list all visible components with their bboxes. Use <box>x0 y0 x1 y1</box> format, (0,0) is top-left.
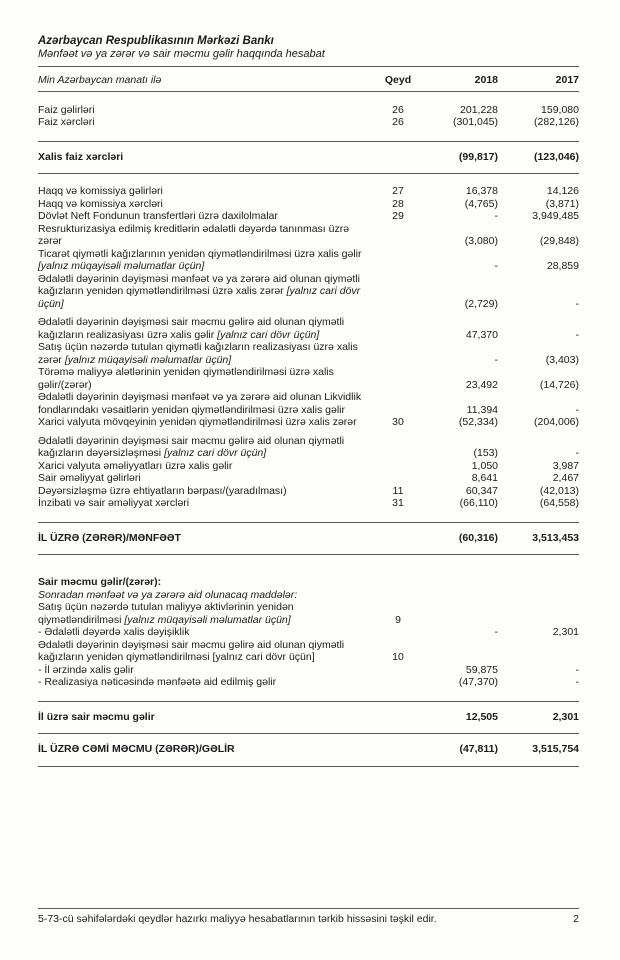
row-label: Satış üçün nəzərdə tutulan qiymətli kağızların realizasiyası üzrə xalis zərər [yalnız müqayisəli məlumatlar üçün] <box>38 341 358 366</box>
row-value-2018: (99,817) <box>458 150 498 163</box>
table-row <box>38 435 579 460</box>
row-value-2017: 2,301 <box>552 626 579 638</box>
table-row <box>38 391 579 416</box>
row-value-2017: (3,871) <box>545 197 579 210</box>
total-comprehensive-income-row <box>38 734 579 766</box>
table-row <box>38 104 579 117</box>
row-value-2017: 14,126 <box>546 185 579 197</box>
row-note: 28 <box>392 197 404 210</box>
table-header-row <box>38 67 579 91</box>
row-value-2018: (153) <box>473 447 498 459</box>
row-label: Haqq və komissiya xərcləri <box>38 197 163 210</box>
page-footer <box>38 908 579 926</box>
other-comprehensive-income-total-row <box>38 702 579 734</box>
row-value-2017: - <box>575 297 579 310</box>
row-label: Resrukturizasiya edilmiş kreditlərin ədalətli dəyərdə tanınması üzrə zərər <box>38 222 350 247</box>
table-row <box>38 223 579 248</box>
table-row <box>38 316 579 341</box>
row-value-2018: (301,045) <box>453 116 498 128</box>
row-label: İnzibati və sair əməliyyat xərcləri <box>38 497 190 509</box>
row-value-2018: (60,316) <box>458 531 498 544</box>
profit-for-year-row <box>38 523 579 555</box>
net-interest-total-row <box>38 142 579 174</box>
table-row <box>38 366 579 391</box>
row-label: Xalis faiz xərcləri <box>38 150 124 163</box>
row-value-2017: (282,126) <box>534 116 579 128</box>
row-label: - Ədalətli dəyərdə xalis dəyişiklik <box>38 626 190 638</box>
row-value-2018: - <box>494 260 498 272</box>
row-value-2017: 3,987 <box>552 459 579 472</box>
table-row <box>38 626 579 639</box>
row-value-2017: - <box>575 663 579 676</box>
row-value-2017: (14,726) <box>539 378 579 391</box>
row-label: Faiz xərcləri <box>38 116 95 128</box>
row-label: Ədalətli dəyərinin dəyişməsi sair məcmu gəlirə aid olunan qiymətli kağızların realizasiyası üzrə xalis gəlir [yalnız cari dövr üçün] <box>38 316 345 341</box>
column-header-2018: 2018 <box>474 74 498 86</box>
row-value-2017: (123,046) <box>534 150 579 163</box>
row-value-2017: (29,848) <box>539 235 579 247</box>
row-value-2018: (47,811) <box>459 743 498 755</box>
row-value-2018: (4,765) <box>464 197 498 210</box>
footer-note: 5-73-cü səhifələrdəki qeydlər hazırkı maliyyə hesabatlarının tərkib hissəsini təşkil edir. <box>38 913 437 925</box>
section-heading: Sair məcmu gəlir/(zərər): <box>38 576 162 588</box>
row-value-2017: (3,403) <box>545 353 579 366</box>
row-value-2017: 28,859 <box>546 260 579 272</box>
row-value-2018: 16,378 <box>465 185 498 197</box>
row-value-2018: - <box>494 353 498 366</box>
row-value-2017: 2,467 <box>552 472 579 484</box>
row-value-2018: 12,505 <box>465 710 498 723</box>
row-value-2017: - <box>575 403 579 416</box>
table-row <box>38 601 579 626</box>
row-value-2018: 59,875 <box>465 663 498 676</box>
operating-items-group-1 <box>38 185 579 310</box>
row-label: - Realizasiya nəticəsində mənfəətə aid edilmiş gəlir <box>38 676 277 688</box>
row-note: 29 <box>392 210 404 222</box>
divider <box>38 91 579 92</box>
row-value-2018: 11,394 <box>466 403 498 416</box>
operating-items-group-3 <box>38 435 579 510</box>
row-value-2018: (2,729) <box>464 297 498 310</box>
row-value-2018: (66,110) <box>459 497 498 509</box>
divider <box>38 554 579 555</box>
operating-items-group-2 <box>38 316 579 429</box>
row-value-2018: 8,641 <box>471 472 498 484</box>
column-header-note: Qeyd <box>384 74 412 86</box>
other-comprehensive-income-section <box>38 576 579 689</box>
row-note: 30 <box>392 416 404 428</box>
table-row <box>38 676 579 689</box>
row-note: 26 <box>392 103 404 116</box>
row-value-2017: 3,515,754 <box>532 743 579 755</box>
row-value-2017: (64,558) <box>539 497 579 509</box>
column-header-units: Min Azərbaycan manatı ilə <box>38 74 162 86</box>
interest-group <box>38 104 579 129</box>
row-label: Ədalətli dəyərinin dəyişməsi mənfəət və ya zərərə aid olunan qiymətli kağızların yenidən qiymətləndirilməsi üzrə xalis zərər [yalnız cari dövr üçün] <box>38 272 361 310</box>
row-label: Törəmə maliyyə alətlərinin yenidən qiymətləndirilməsi üzrə xalis gəlir/(zərər) <box>38 366 334 391</box>
row-label: İl üzrə sair məcmu gəlir <box>38 710 155 723</box>
row-note: 11 <box>392 484 404 497</box>
row-value-2018: 201,228 <box>460 103 498 116</box>
row-label: Ədalətli dəyərinin dəyişməsi mənfəət və ya zərərə aid olunan Likvidlik fondlarındakı vəsaitlərin yenidən qiymətləndirilməsi üzrə xalis gəlir <box>38 391 362 416</box>
row-value-2018: (52,334) <box>458 416 498 428</box>
row-label: Faiz gəlirləri <box>38 103 95 116</box>
row-label: Sair əməliyyat gəlirləri <box>38 472 141 484</box>
row-note: 10 <box>392 651 404 663</box>
row-label: Ticarət qiymətli kağızlarının yenidən qiymətləndirilməsi üzrə xalis gəlir [yalnız müqayisəli məlumatlar üçün] <box>38 247 362 272</box>
row-value-2017: 3,513,453 <box>532 531 579 544</box>
row-value-2017: - <box>575 447 579 459</box>
table-row <box>38 185 579 198</box>
row-note: 26 <box>392 116 404 128</box>
row-label: - İl ərzində xalis gəlir <box>38 663 134 676</box>
row-value-2017: (42,013) <box>539 484 579 497</box>
row-value-2017: 3,949,485 <box>532 210 579 222</box>
bank-name: Azərbaycan Respublikasının Mərkəzi Bankı <box>38 35 274 47</box>
row-value-2018: (3,080) <box>464 235 498 247</box>
row-value-2018: (47,370) <box>458 676 498 688</box>
page-number: 2 <box>573 913 579 925</box>
row-label: İL ÜZRƏ (ZƏRƏR)/MƏNFƏƏT <box>38 531 181 544</box>
table-row <box>38 273 579 311</box>
table-row <box>38 639 579 664</box>
row-label: Haqq və komissiya gəlirləri <box>38 185 163 197</box>
report-title: Mənfəət və ya zərər və sair məcmu gəlir haqqında hesabat <box>38 48 325 60</box>
table-row <box>38 416 579 429</box>
row-label: Xarici valyuta mövqeyinin yenidən qiymətləndirilməsi üzrə xalis zərər <box>38 416 357 428</box>
table-row <box>38 248 579 273</box>
row-value-2017: - <box>575 676 579 688</box>
row-value-2018: 60,347 <box>465 484 498 497</box>
table-row <box>38 460 579 473</box>
table-row <box>38 485 579 498</box>
row-value-2018: - <box>494 210 498 222</box>
table-row <box>38 198 579 211</box>
column-header-2017: 2017 <box>555 74 579 86</box>
row-value-2017: - <box>575 328 579 341</box>
row-label: Xarici valyuta əməliyyatları üzrə xalis gəlir <box>38 459 233 472</box>
row-value-2018: - <box>494 626 498 638</box>
row-label: Dəyərsizləşmə üzrə ehtiyatların bərpası/(yaradılması) <box>38 484 287 497</box>
row-value-2018: 1,050 <box>471 459 498 472</box>
section-subheading: Sonradan mənfəət və ya zərərə aid olunacaq maddələr: <box>38 588 298 601</box>
row-label: Dövlət Neft Fondunun transfertləri üzrə daxilolmalar <box>38 210 278 222</box>
divider <box>38 766 579 767</box>
row-label: Ədalətli dəyərinin dəyişməsi sair məcmu gəlirə aid olunan qiymətli kağızların dəyərsizləşməsi [yalnız cari dövr üçün] <box>38 434 345 459</box>
table-row <box>38 664 579 677</box>
table-row <box>38 472 579 485</box>
row-value-2017: 2,301 <box>552 710 579 723</box>
row-note: 9 <box>395 613 401 626</box>
table-row <box>38 341 579 366</box>
table-row <box>38 497 579 510</box>
row-label: Satış üçün nəzərdə tutulan maliyyə aktivlərinin yenidən qiymətləndirilməsi [yalnız müqayisəli məlumatlar üçün] <box>38 601 294 626</box>
table-row <box>38 210 579 223</box>
row-label: Ədalətli dəyərinin dəyişməsi sair məcmu gəlirə aid olunan qiymətli kağızların yenidən qiymətləndirilməsi [yalnız cari dövr üçün] <box>38 638 345 663</box>
row-value-2017: 159,080 <box>541 103 579 116</box>
row-value-2018: 47,370 <box>465 328 498 341</box>
row-value-2018: 23,492 <box>465 378 498 391</box>
row-note: 31 <box>392 497 404 509</box>
divider <box>38 173 579 174</box>
row-value-2017: (204,006) <box>534 416 579 428</box>
table-row <box>38 116 579 129</box>
row-note: 27 <box>392 185 404 197</box>
report-content <box>38 34 579 767</box>
row-label: İL ÜZRƏ CƏMİ MƏCMU (ZƏRƏR)/GƏLİR <box>38 743 235 755</box>
